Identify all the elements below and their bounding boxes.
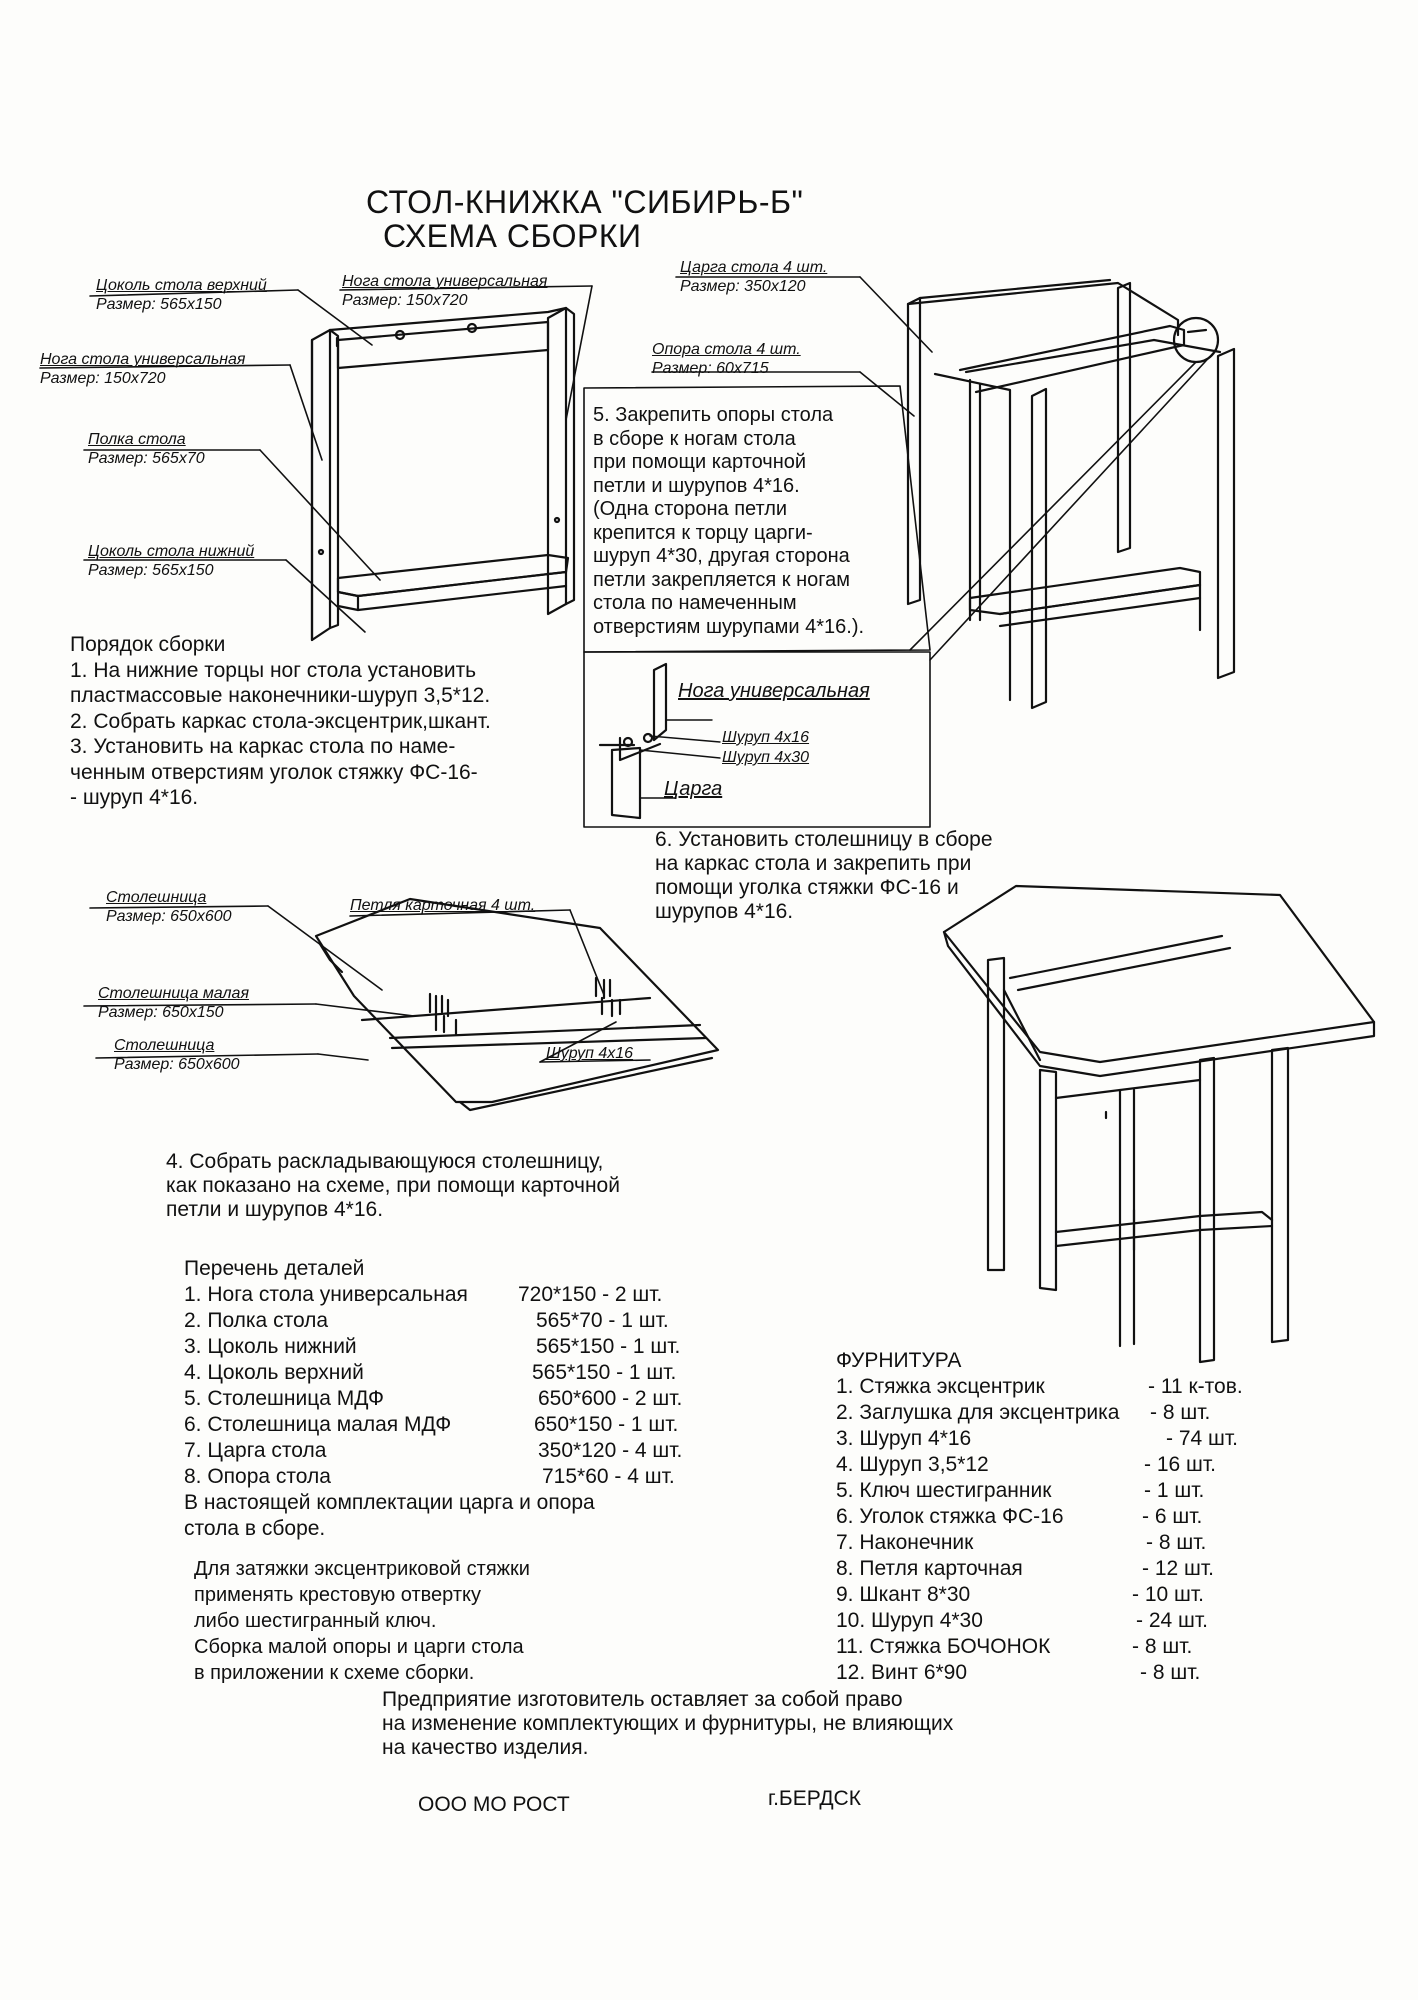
label-tabletop-1: Столешница Размер: 650х600 — [106, 889, 232, 925]
hardware-item: 4. Шуруп 3,5*12 - 16 шт. — [836, 1453, 1216, 1476]
label-lower-plinth: Цоколь стола нижний Размер: 565х150 — [88, 543, 255, 579]
label-hinge: Петля карточная 4 шт. — [350, 897, 536, 914]
label-detail-apron: Царга — [664, 778, 723, 800]
label-screw: Шуруп 4х16 — [546, 1045, 634, 1062]
hardware-item: 2. Заглушка для эксцентрика - 8 шт. — [836, 1401, 1211, 1424]
footer-city: г.БЕРДСК — [768, 1787, 861, 1810]
label-support: Опора стола 4 шт. Размер: 60х715 — [652, 341, 801, 377]
hardware-item: 3. Шуруп 4*16 - 74 шт. — [836, 1427, 1238, 1450]
step6-text: 6. Установить столешницу в сборе на каркас стола и закрепить при помощи уголка стяжки ФС-16 и шурупов 4*16. — [655, 828, 993, 923]
hardware-item: 1. Стяжка эксцентрик - 11 к-тов. — [836, 1375, 1243, 1398]
label-leg-right: Нога стола универсальная Размер: 150х720 — [342, 273, 548, 309]
tabletop-drawing — [316, 899, 718, 1110]
hardware-item: 9. Шкант 8*30 - 10 шт. — [836, 1583, 1204, 1606]
parts-item: 1. Нога стола универсальная 720*150 - 2 шт. — [184, 1283, 663, 1306]
hardware-item: 6. Уголок стяжка ФС-16 - 6 шт. — [836, 1505, 1203, 1528]
document-title: СТОЛ-КНИЖКА "СИБИРЬ-Б" — [366, 184, 804, 220]
hardware-item: 10. Шуруп 4*30 - 24 шт. — [836, 1609, 1208, 1632]
label-upper-plinth: Цоколь стола верхний Размер: 565х150 — [96, 277, 267, 313]
assembled-table-drawing — [944, 886, 1374, 1362]
parts-item: 2. Полка стола 565*70 - 1 шт. — [184, 1309, 669, 1332]
footer-company: ООО МО РОСТ — [418, 1793, 570, 1816]
label-tabletop-2: Столешница Размер: 650х600 — [114, 1037, 240, 1073]
frame-drawing — [312, 308, 574, 640]
hardware-item: 12. Винт 6*90 - 8 шт. — [836, 1661, 1201, 1684]
hardware-item: 7. Наконечник - 8 шт. — [836, 1531, 1207, 1554]
label-detail-screw2: Шуруп 4х30 — [722, 749, 810, 766]
parts-note: стола в сборе. — [184, 1517, 326, 1540]
parts-item: 7. Царга стола 350*120 - 4 шт. — [184, 1439, 683, 1462]
parts-item: 3. Цоколь нижний 565*150 - 1 шт. — [184, 1335, 681, 1358]
step5-text: 5. Закрепить опоры стола в сборе к ногам стола при помощи карточной петли и шурупов 4*16. (Одна сторона петли крепится к торцу царги- шуруп 4*30, другая сторона петли закрепляется к ногам стола по намеченным отверстиям шурупами 4*16.). — [593, 404, 865, 638]
tips-text: Для затяжки эксцентриковой стяжки применять крестовую отвертку либо шестигранный ключ. Сборка малой опоры и царги стола в приложении к схеме сборки. — [194, 1558, 530, 1684]
parts-list — [184, 1282, 724, 1542]
label-shelf: Полка стола Размер: 565х70 — [88, 431, 205, 467]
hardware-item: 8. Петля карточная - 12 шт. — [836, 1557, 1214, 1580]
parts-item: 8. Опора стола 715*60 - 4 шт. — [184, 1465, 675, 1488]
parts-item: 5. Столешница МДФ 650*600 - 2 шт. — [184, 1387, 683, 1410]
document-subtitle: СХЕМА СБОРКИ — [383, 218, 642, 254]
parts-heading: Перечень деталей — [184, 1257, 365, 1280]
parts-item: 4. Цоколь верхний 565*150 - 1 шт. — [184, 1361, 677, 1384]
parts-note: В настоящей комплектации царга и опора — [184, 1491, 595, 1514]
label-apron: Царга стола 4 шт. Размер: 350х120 — [680, 259, 828, 295]
label-detail-screw1: Шуруп 4х16 — [722, 729, 810, 746]
hardware-item: 5. Ключ шестигранник - 1 шт. — [836, 1479, 1205, 1502]
label-detail-leg: Нога универсальная — [678, 680, 870, 702]
disclaimer-text: Предприятие изготовитель оставляет за собой право на изменение комплектующих и фурнитуры, не влияющих на качество изделия. — [382, 1688, 954, 1759]
step4-text: 4. Собрать раскладывающуюся столешницу, как показано на схеме, при помощи карточной петли и шурупов 4*16. — [166, 1150, 620, 1221]
supports-drawing — [908, 280, 1234, 708]
hardware-heading: ФУРНИТУРА — [836, 1349, 962, 1372]
hardware-list — [836, 1374, 1276, 1686]
label-tabletop-small: Столешница малая Размер: 650х150 — [98, 985, 249, 1021]
parts-item: 6. Столешница малая МДФ 650*150 - 1 шт. — [184, 1413, 679, 1436]
hardware-item: 11. Стяжка БОЧОНОК - 8 шт. — [836, 1635, 1193, 1658]
assembly-order: Порядок сборки 1. На нижние торцы ног стола установить пластмассовые наконечники-шуруп 3,5*12. 2. Собрать каркас стола-эксцентрик,шкант. 3. Установить на каркас стола по наме- ченным отверстиям уголок стяжку ФС-16- - шуруп 4*16. — [70, 633, 491, 809]
label-leg-left: Нога стола универсальная Размер: 150х720 — [40, 351, 246, 387]
